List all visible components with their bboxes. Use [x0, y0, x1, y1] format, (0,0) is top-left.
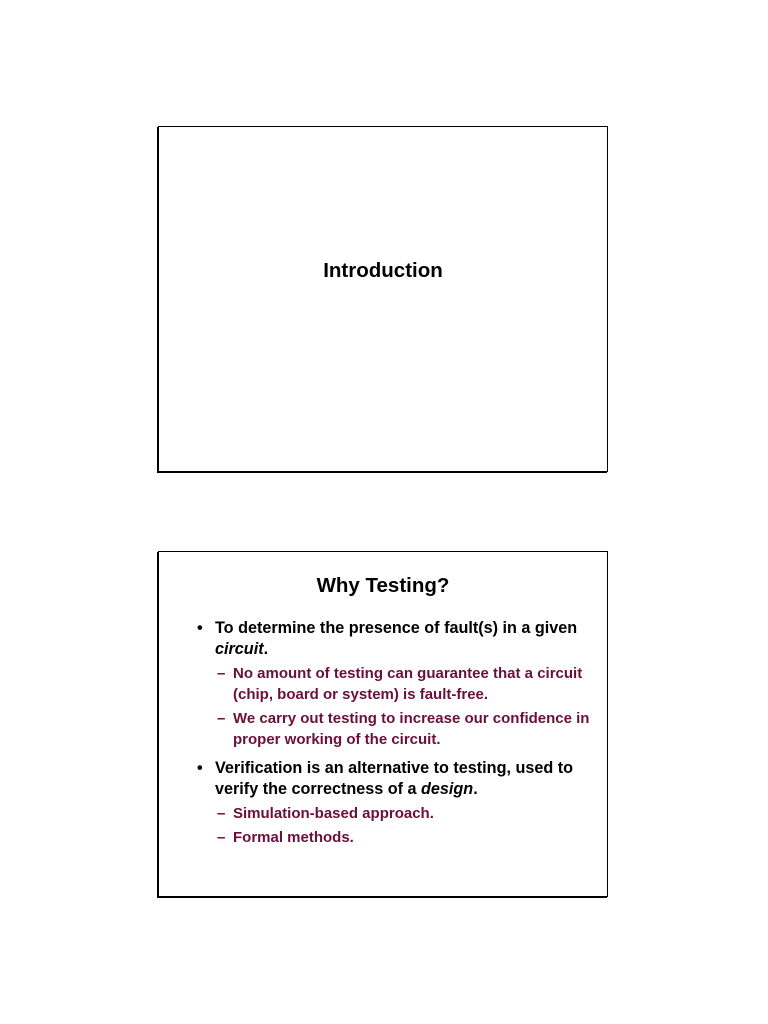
sub-item-text: We carry out testing to increase our confidence in proper working of the circuit.: [233, 710, 590, 748]
bullet-text: To determine the presence of fault(s) in a given: [215, 619, 578, 637]
slide-why-testing: [158, 551, 608, 897]
bullet-item: [197, 618, 597, 660]
bullet-text: Verification is an alternative to testing, used to verify the correctness of a: [215, 759, 574, 798]
sub-item-text: No amount of testing can guarantee that a circuit (chip, board or system) is fault-free.: [233, 665, 583, 703]
bullet-marker: •: [197, 759, 203, 777]
sub-item-text: Simulation-based approach.: [233, 805, 434, 822]
bullet-emphasis: design: [421, 780, 474, 798]
bullet-emphasis: circuit: [215, 640, 264, 658]
slide-title: Introduction: [323, 259, 443, 282]
bullet-end: .: [263, 640, 269, 658]
sub-item-text: Formal methods.: [233, 829, 354, 846]
sub-item: [197, 708, 597, 750]
dash-marker: –: [217, 665, 226, 682]
dash-marker: –: [217, 710, 226, 727]
slide-introduction: [158, 126, 608, 472]
slide-title: Why Testing?: [316, 574, 450, 597]
bullet-item: [197, 758, 597, 800]
sub-item: [197, 663, 597, 705]
sub-item: [197, 803, 597, 824]
bullet-end: .: [473, 780, 478, 798]
sub-item: [197, 827, 597, 848]
dash-marker: –: [217, 805, 226, 822]
slide-body: [197, 618, 597, 848]
dash-marker: –: [217, 829, 226, 846]
bullet-marker: •: [197, 619, 203, 637]
